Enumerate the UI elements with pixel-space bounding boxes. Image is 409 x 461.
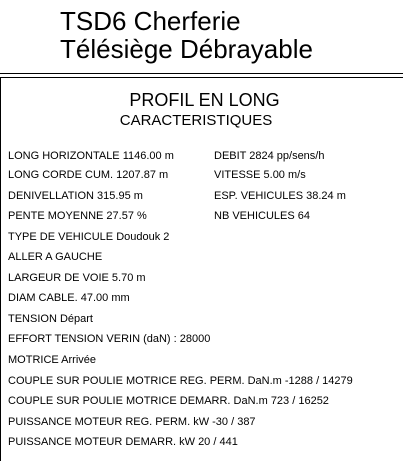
spec-puissance-reg: PUISSANCE MOTEUR REG. PERM. kW -30 / 387	[8, 416, 256, 428]
spec-effort-tension: EFFORT TENSION VERIN (daN) : 28000	[8, 333, 211, 345]
section-subheading: CARACTERISTIQUES	[119, 112, 273, 129]
header-rule-bottom	[0, 77, 403, 78]
spec-pente-moyenne: PENTE MOYENNE 27.57 %	[8, 210, 147, 222]
spec-largeur-voie: LARGEUR DE VOIE 5.70 m	[8, 272, 146, 284]
spec-aller: ALLER A GAUCHE	[8, 251, 103, 263]
lift-type: Télésiège Débrayable	[60, 34, 313, 64]
frame-left-edge	[0, 78, 1, 461]
lift-name: TSD6 Cherferie	[60, 6, 241, 36]
spec-couple-demarr: COUPLE SUR POULIE MOTRICE DEMARR. DaN.m 723 / 16252	[8, 395, 329, 407]
spec-type-vehicule: TYPE DE VEHICULE Doudouk 2	[8, 231, 170, 243]
spec-long-corde: LONG CORDE CUM. 1207.87 m	[8, 169, 169, 181]
spec-vitesse: VITESSE 5.00 m/s	[214, 169, 306, 181]
spec-esp-vehicules: ESP. VEHICULES 38.24 m	[214, 190, 346, 202]
spec-diam-cable: DIAM CABLE. 47.00 mm	[8, 292, 130, 304]
spec-motrice: MOTRICE Arrivée	[8, 354, 97, 366]
spec-nb-vehicules: NB VEHICULES 64	[214, 210, 310, 222]
spec-denivellation: DENIVELLATION 315.95 m	[8, 190, 143, 202]
spec-debit: DEBIT 2824 pp/sens/h	[214, 150, 325, 162]
spec-puissance-demarr: PUISSANCE MOTEUR DEMARR. kW 20 / 441	[8, 436, 238, 448]
header-rule-top	[0, 73, 403, 74]
section-heading: PROFIL EN LONG	[129, 90, 280, 110]
title-block	[60, 7, 313, 63]
spec-long-horizontale: LONG HORIZONTALE 1146.00 m	[8, 150, 174, 162]
spec-couple-reg: COUPLE SUR POULIE MOTRICE REG. PERM. DaN.m -1288 / 14279	[8, 375, 353, 387]
spec-tension: TENSION Départ	[8, 313, 93, 325]
